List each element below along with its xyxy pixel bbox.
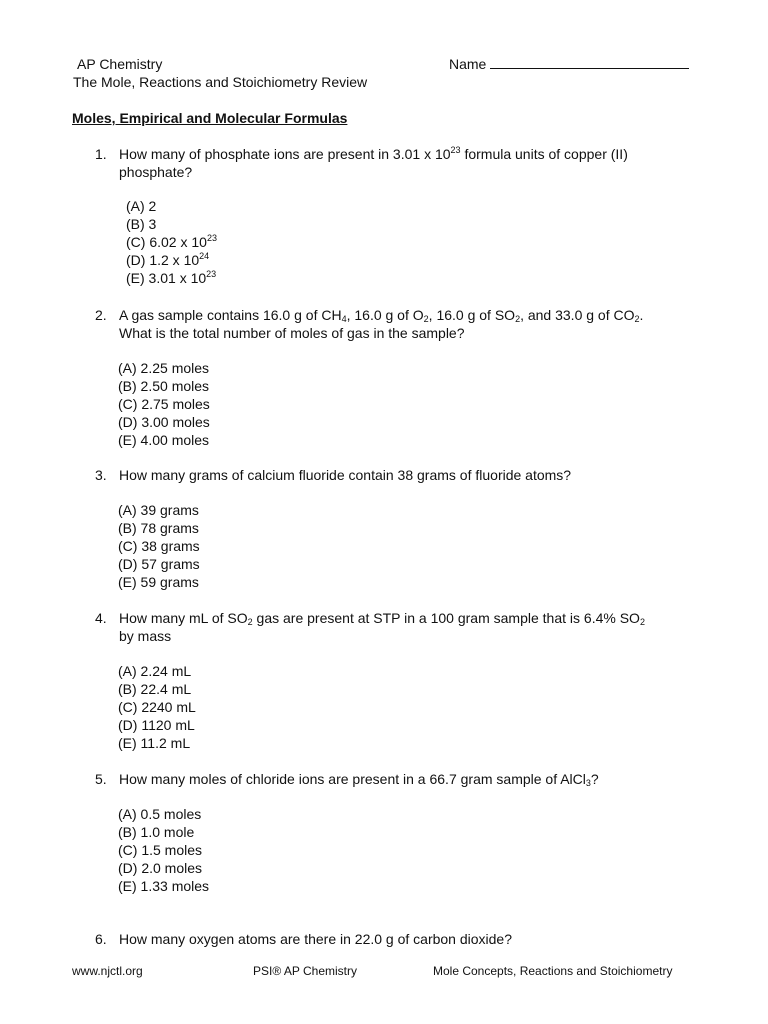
answer-option[interactable]: (B) 2.50 moles (118, 378, 210, 394)
answer-option[interactable]: (E) 11.2 mL (118, 735, 191, 751)
answer-option[interactable]: (A) 0.5 moles (118, 806, 202, 822)
answer-option[interactable]: (C) 38 grams (118, 538, 200, 554)
question-text: How many of phosphate ions are present in 3.01 x $10^{23}$ formula units of copper (II) phosphate? (119, 145, 628, 180)
answer-options (118, 359, 715, 449)
answer-option[interactable]: (D) 1.2 x $10^{24}$ (126, 251, 210, 268)
question-4 (95, 609, 715, 752)
answer-option[interactable]: (E) 4.00 moles (118, 432, 210, 448)
answer-option[interactable]: (A) 2.24 mL (118, 663, 192, 679)
answer-options (118, 805, 715, 895)
answer-option[interactable]: (D) 57 grams (118, 556, 200, 572)
footer-website: www.njctl.org (72, 964, 143, 978)
answer-option[interactable]: (E) 59 grams (118, 574, 199, 590)
answer-option[interactable]: (D) 2.0 moles (118, 860, 203, 876)
name-field[interactable] (449, 55, 689, 73)
question-2 (95, 306, 715, 449)
question-text: How many grams of calcium fluoride contain 38 grams of fluoride atoms? (119, 467, 572, 483)
answer-option[interactable]: (C) 2240 mL (118, 699, 196, 715)
question-text: How many moles of chloride ions are present in a 66.7 gram sample of AlCl$_3$? (119, 771, 599, 788)
answer-option[interactable]: (B) 3 (126, 216, 157, 232)
question-text: How many mL of $SO_2$ gas are present at STP in a 100 gram sample that is 6.4% $SO_2$ by mass (119, 610, 645, 644)
answer-option[interactable]: (C) 6.02 x $10^{23}$ (126, 233, 217, 250)
document-header (73, 55, 367, 91)
answer-option[interactable]: (A) 2 (126, 198, 157, 214)
question-number: 5. (95, 771, 107, 787)
question-6 (95, 930, 715, 948)
question-5 (95, 770, 715, 895)
document-subtitle: The Mole, Reactions and Stoichiometry Review (73, 74, 368, 90)
question-text: A gas sample contains 16.0 g of $CH_4$, 16.0 g of $O_2$, 16.0 g of $SO_2$, and 33.0 g of $CO_2$. What is the total number of moles of gas in the sample? (119, 307, 644, 341)
question-number: 6. (95, 931, 107, 947)
name-blank-line[interactable] (490, 55, 689, 69)
answer-options (126, 197, 715, 287)
footer-topic: Mole Concepts, Reactions and Stoichiometry (433, 964, 673, 978)
question-text: How many oxygen atoms are there in 22.0 g of carbon dioxide? (119, 931, 513, 947)
footer-course: PSI® AP Chemistry (253, 964, 357, 978)
question-number: 2. (95, 307, 107, 323)
answer-options (118, 662, 715, 752)
answer-option[interactable]: (C) 2.75 moles (118, 396, 210, 412)
answer-option[interactable]: (E) 3.01 x $10^{23}$ (126, 269, 217, 286)
question-1 (95, 145, 715, 287)
answer-option[interactable]: (B) 78 grams (118, 520, 199, 536)
course-title: AP Chemistry (77, 56, 163, 72)
answer-option[interactable]: (D) 3.00 moles (118, 414, 210, 430)
answer-option[interactable]: (E) 1.33 moles (118, 878, 210, 894)
answer-option[interactable]: (C) 1.5 moles (118, 842, 203, 858)
answer-option[interactable]: (D) 1120 mL (118, 717, 195, 733)
section-title: Moles, Empirical and Molecular Formulas (72, 110, 348, 126)
question-number: 1. (95, 146, 107, 162)
answer-option[interactable]: (A) 39 grams (118, 502, 199, 518)
question-number: 4. (95, 610, 107, 626)
answer-option[interactable]: (A) 2.25 moles (118, 360, 210, 376)
question-number: 3. (95, 467, 107, 483)
name-label: Name (449, 56, 487, 72)
question-3 (95, 466, 715, 591)
answer-option[interactable]: (B) 1.0 mole (118, 824, 195, 840)
answer-options (118, 501, 715, 591)
answer-option[interactable]: (B) 22.4 mL (118, 681, 192, 697)
